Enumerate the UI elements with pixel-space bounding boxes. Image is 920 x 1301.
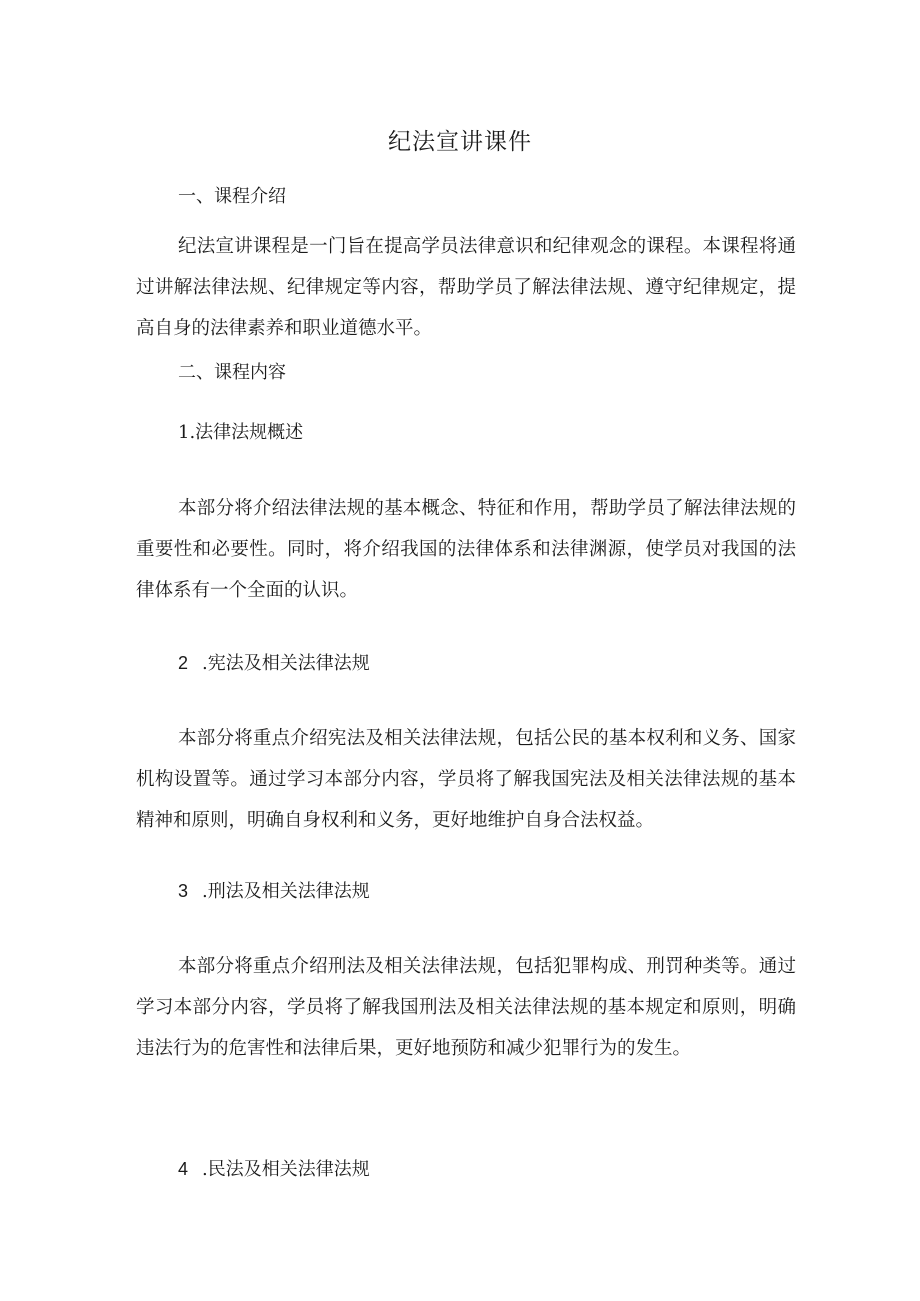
item-title-2: .宪法及相关法律法规 — [202, 653, 370, 674]
item-number-2: 2 — [178, 653, 189, 673]
section-heading-content: 二、课程内容 — [178, 362, 286, 383]
document-title: 纪法宣讲课件 — [388, 129, 532, 155]
item-title-3: .刑法及相关法律法规 — [202, 881, 370, 902]
item-heading-2 — [178, 648, 370, 679]
item-body-2: 本部分将重点介绍宪法及相关法律法规，包括公民的基本权利和义务、国家机构设置等。通过学习本部分内容，学员将了解我国宪法及相关法律法规的基本精神和原则，明确自身权利和义务，更好地维护自身合法权益。 — [136, 728, 796, 831]
item-heading-4 — [178, 1154, 370, 1185]
section-body-introduction: 纪法宣讲课程是一门旨在提高学员法律意识和纪律观念的课程。本课程将通过讲解法律法规、纪律规定等内容，帮助学员了解法律法规、遵守纪律规定，提高自身的法律素养和职业道德水平。 — [136, 236, 796, 339]
item-heading-1: 1.法律法规概述 — [178, 422, 304, 443]
item-title-4: .民法及相关法律法规 — [202, 1159, 370, 1180]
item-number-3: 3 — [178, 881, 189, 901]
item-body-3: 本部分将重点介绍刑法及相关法律法规，包括犯罪构成、刑罚种类等。通过学习本部分内容，学员将了解我国刑法及相关法律法规的基本规定和原则，明确违法行为的危害性和法律后果，更好地预防和减少犯罪行为的发生。 — [136, 956, 796, 1059]
item-number-4: 4 — [178, 1159, 189, 1179]
section-heading-introduction: 一、课程介绍 — [178, 186, 286, 207]
item-body-1: 本部分将介绍法律法规的基本概念、特征和作用，帮助学员了解法律法规的重要性和必要性。同时，将介绍我国的法律体系和法律渊源，使学员对我国的法律体系有一个全面的认识。 — [136, 498, 796, 601]
item-heading-3 — [178, 876, 370, 907]
